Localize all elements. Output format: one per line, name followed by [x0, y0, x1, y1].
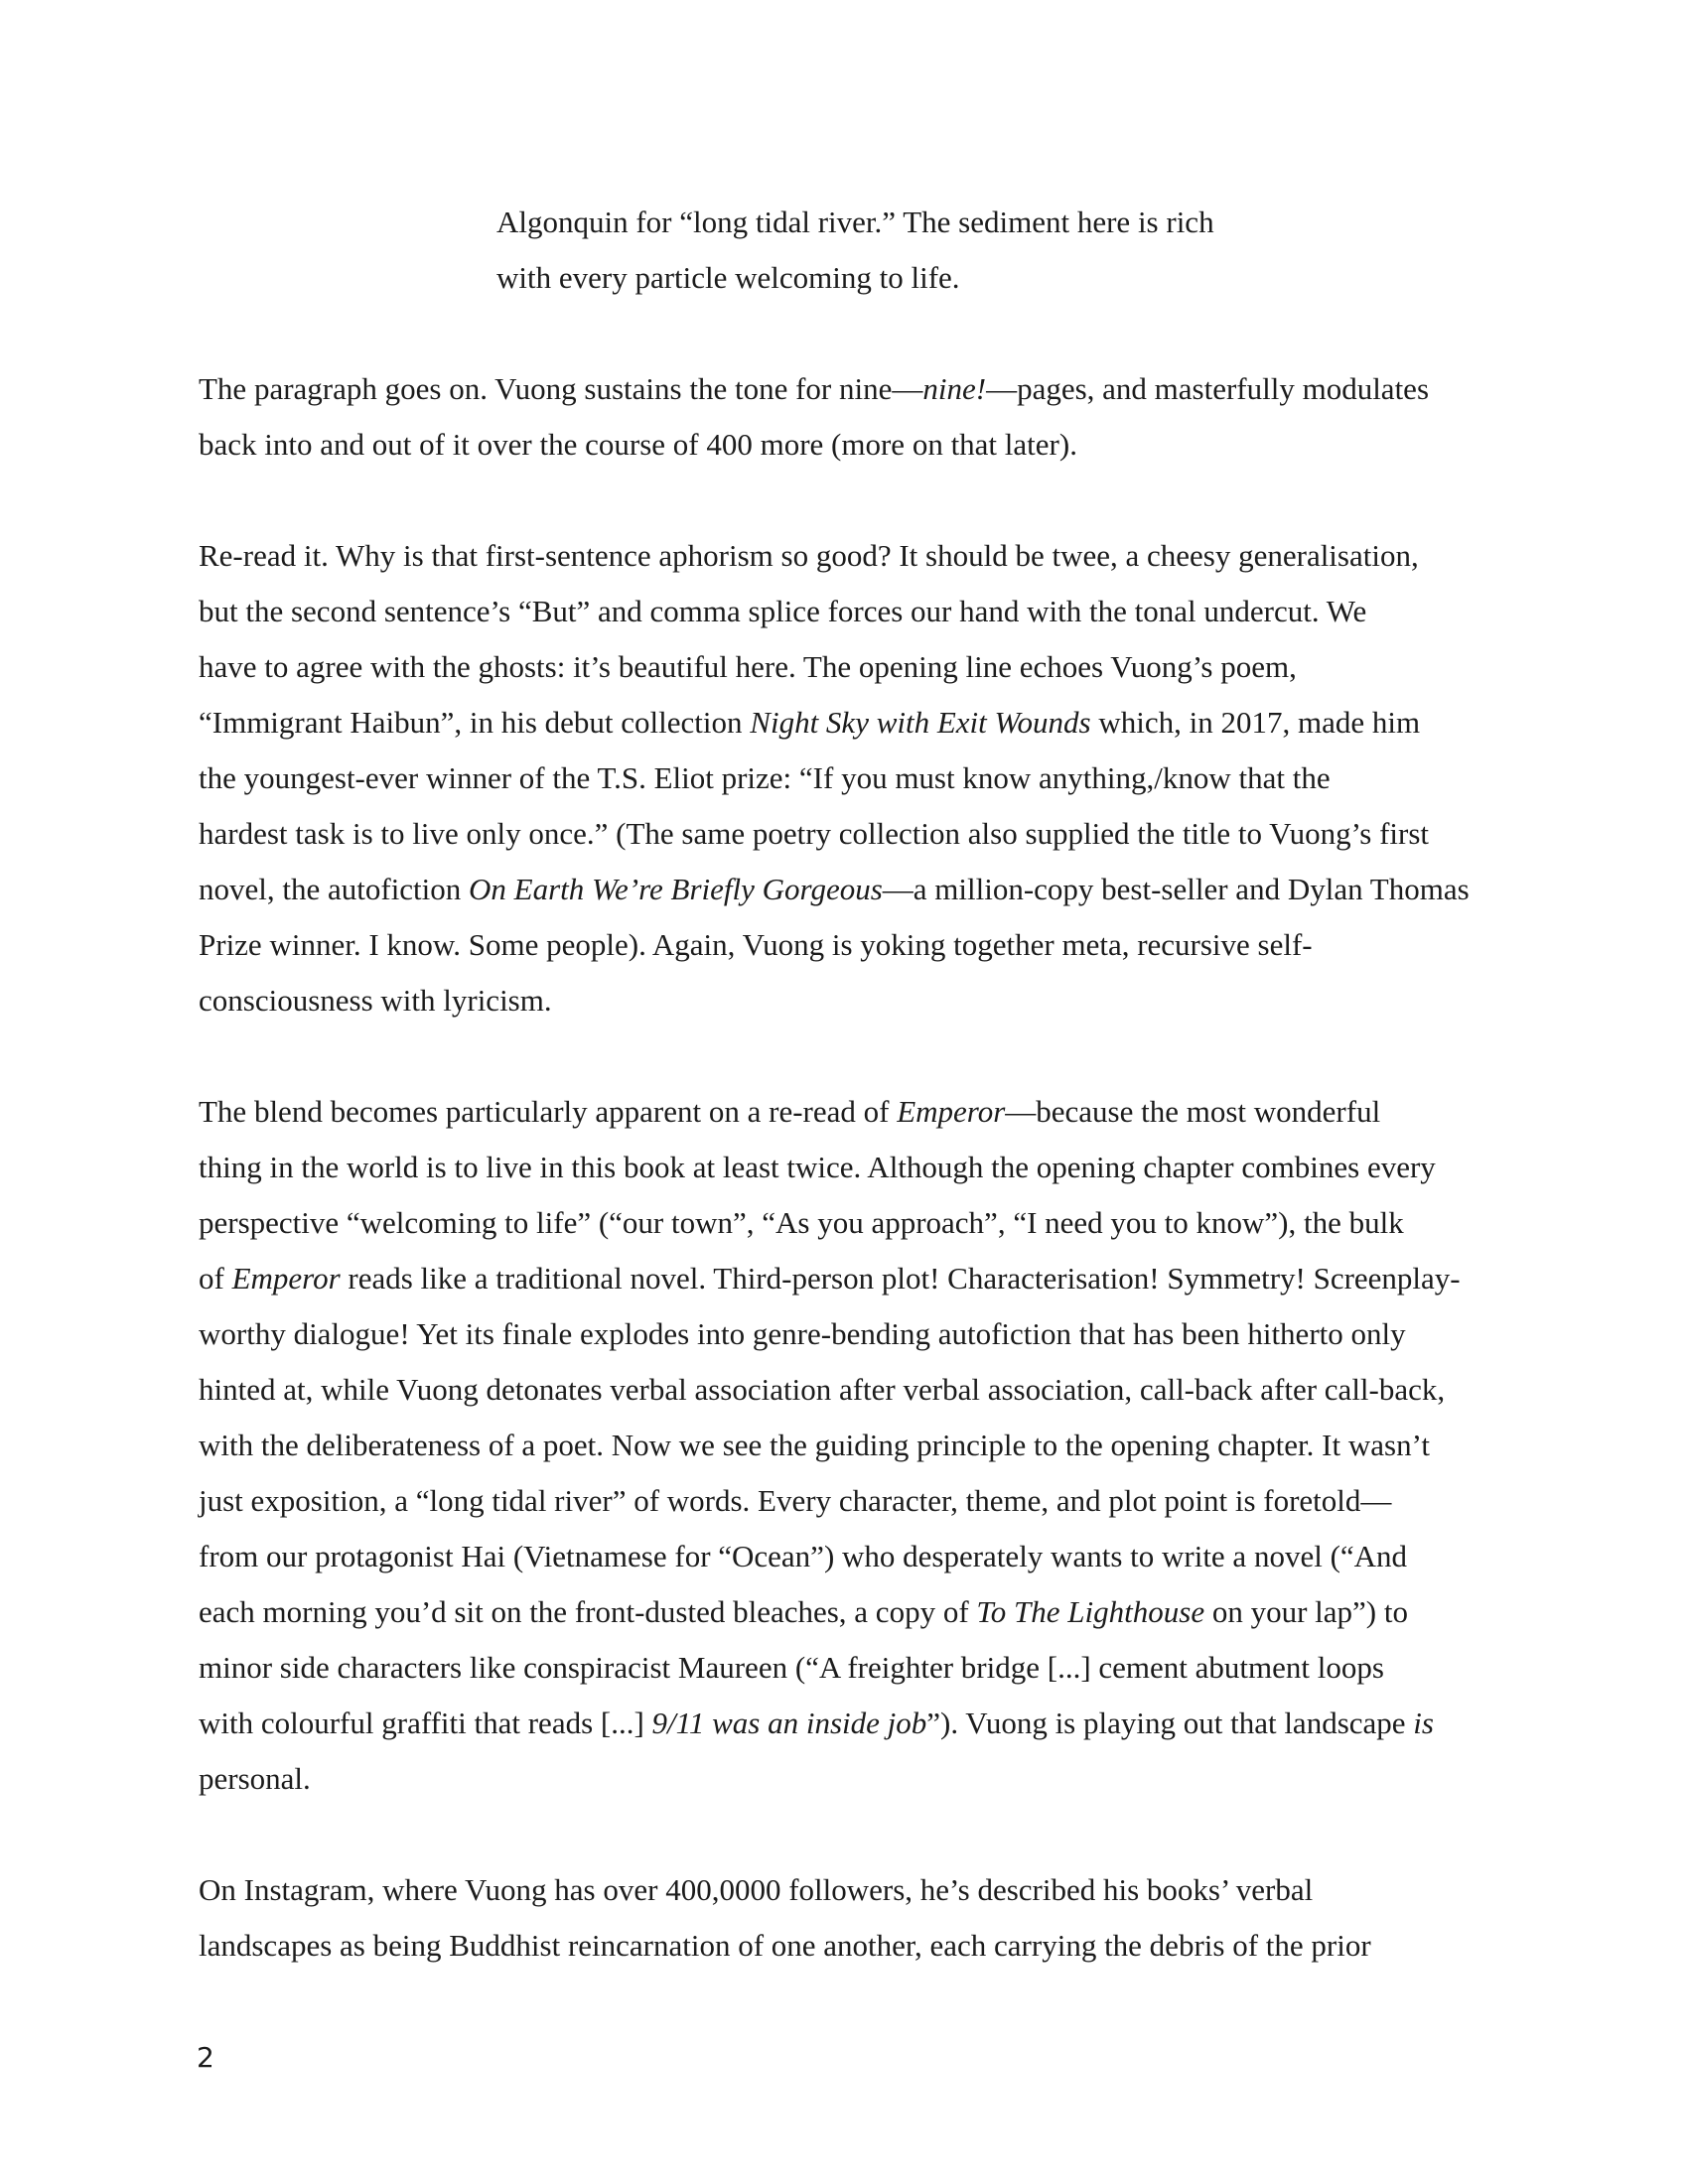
- text-run: thing in the world is to live in this book at least twice. Although the opening chapter combines every: [199, 1150, 1436, 1184]
- page-number: 2: [197, 2041, 214, 2074]
- text-run: Re-read it. Why is that first-sentence aphorism so good? It should be twee, a cheesy generalisation,: [199, 538, 1419, 573]
- paragraph-line: [199, 1473, 1485, 1529]
- text-run: The blend becomes particularly apparent on a re-read of: [199, 1094, 898, 1129]
- paragraph-line: [199, 1084, 1485, 1140]
- text-run: with colourful graffiti that reads [...]: [199, 1706, 652, 1740]
- text-run: which, in 2017, made him: [1090, 705, 1421, 740]
- paragraph: [199, 528, 1485, 1028]
- paragraph-line: [199, 1418, 1485, 1473]
- text-run: have to agree with the ghosts: it’s beautiful here. The opening line echoes Vuong’s poem,: [199, 649, 1297, 684]
- block-quote: [496, 195, 1350, 306]
- text-run: hardest task is to live only once.” (The same poetry collection also supplied the title to Vuong’s first: [199, 816, 1430, 851]
- text-run: ”). Vuong is playing out that landscape: [926, 1706, 1414, 1740]
- text-run: from our protagonist Hai (Vietnamese for “Ocean”) who desperately wants to write a novel (“And: [199, 1539, 1408, 1573]
- paragraph-line: [199, 1751, 1485, 1807]
- text-run: hinted at, while Vuong detonates verbal association after verbal association, call-back after call-back,: [199, 1372, 1446, 1407]
- paragraph-line: [199, 1918, 1485, 1974]
- paragraph-line: [199, 973, 1485, 1028]
- body-text: [199, 361, 1485, 2029]
- text-run: —pages, and masterfully modulates: [986, 371, 1430, 406]
- paragraph-line: [199, 528, 1485, 584]
- paragraph-line: [199, 917, 1485, 973]
- paragraph: [199, 1084, 1485, 1807]
- italic-text: To The Lighthouse: [976, 1594, 1205, 1629]
- italic-text: is: [1413, 1706, 1434, 1740]
- text-run: but the second sentence’s “But” and comma splice forces our hand with the tonal undercut. We: [199, 594, 1367, 628]
- text-run: On Instagram, where Vuong has over 400,0000 followers, he’s described his books’ verbal: [199, 1872, 1314, 1907]
- block-quote-line: Algonquin for “long tidal river.” The sediment here is rich: [496, 205, 1214, 239]
- text-run: —a million-copy best-seller and Dylan Thomas: [882, 872, 1470, 906]
- italic-text: Emperor: [897, 1094, 1006, 1129]
- paragraph-line: [199, 1362, 1485, 1418]
- text-run: just exposition, a “long tidal river” of words. Every character, theme, and plot point is foretold—: [199, 1483, 1392, 1518]
- paragraph-line: [199, 1696, 1485, 1751]
- text-run: minor side characters like conspiracist Maureen (“A freighter bridge [...] cement abutment loops: [199, 1650, 1384, 1685]
- italic-text: 9/11 was an inside job: [651, 1706, 927, 1740]
- text-run: landscapes as being Buddhist reincarnation of one another, each carrying the debris of the prior: [199, 1928, 1371, 1963]
- text-run: on your lap”) to: [1204, 1594, 1408, 1629]
- paragraph-line: [199, 695, 1485, 751]
- paragraph-line: [199, 1306, 1485, 1362]
- paragraph-line: [199, 417, 1485, 473]
- text-run: of: [199, 1261, 232, 1296]
- paragraph-line: [199, 361, 1485, 417]
- italic-text: On Earth We’re Briefly Gorgeous: [469, 872, 883, 906]
- italic-text: Emperor: [231, 1261, 341, 1296]
- paragraph-line: [199, 1140, 1485, 1195]
- paragraph: [199, 1862, 1485, 1974]
- text-run: the youngest-ever winner of the T.S. Eliot prize: “If you must know anything,/know that the: [199, 760, 1331, 795]
- text-run: The paragraph goes on. Vuong sustains the tone for nine—: [199, 371, 923, 406]
- paragraph-line: [199, 1584, 1485, 1640]
- italic-text: nine!: [922, 371, 987, 406]
- text-run: “Immigrant Haibun”, in his debut collection: [199, 705, 751, 740]
- text-run: worthy dialogue! Yet its finale explodes into genre-bending autofiction that has been hitherto only: [199, 1316, 1406, 1351]
- text-run: novel, the autofiction: [199, 872, 470, 906]
- paragraph-line: [199, 639, 1485, 695]
- text-run: reads like a traditional novel. Third-person plot! Characterisation! Symmetry! Screenplay-: [340, 1261, 1461, 1296]
- paragraph-line: [199, 584, 1485, 639]
- paragraph-line: [199, 806, 1485, 862]
- paragraph-line: [199, 751, 1485, 806]
- paragraph-line: [199, 1529, 1485, 1584]
- paragraph-line: [199, 1195, 1485, 1251]
- text-run: back into and out of it over the course of 400 more (more on that later).: [199, 427, 1077, 462]
- text-run: perspective “welcoming to life” (“our town”, “As you approach”, “I need you to know”), the bulk: [199, 1205, 1404, 1240]
- text-run: each morning you’d sit on the front-dusted bleaches, a copy of: [199, 1594, 977, 1629]
- text-run: with the deliberateness of a poet. Now we see the guiding principle to the opening chapter. It wasn’t: [199, 1428, 1430, 1462]
- paragraph-line: [199, 1640, 1485, 1696]
- block-quote-line: with every particle welcoming to life.: [496, 260, 960, 295]
- text-run: —because the most wonderful: [1005, 1094, 1381, 1129]
- text-run: personal.: [199, 1761, 311, 1796]
- paragraph: [199, 361, 1485, 473]
- paragraph-line: [199, 1862, 1485, 1918]
- paragraph-line: [199, 862, 1485, 917]
- text-run: consciousness with lyricism.: [199, 983, 552, 1018]
- text-run: Prize winner. I know. Some people). Again, Vuong is yoking together meta, recursive self-: [199, 927, 1313, 962]
- paragraph-line: [199, 1251, 1485, 1306]
- italic-text: Night Sky with Exit Wounds: [750, 705, 1091, 740]
